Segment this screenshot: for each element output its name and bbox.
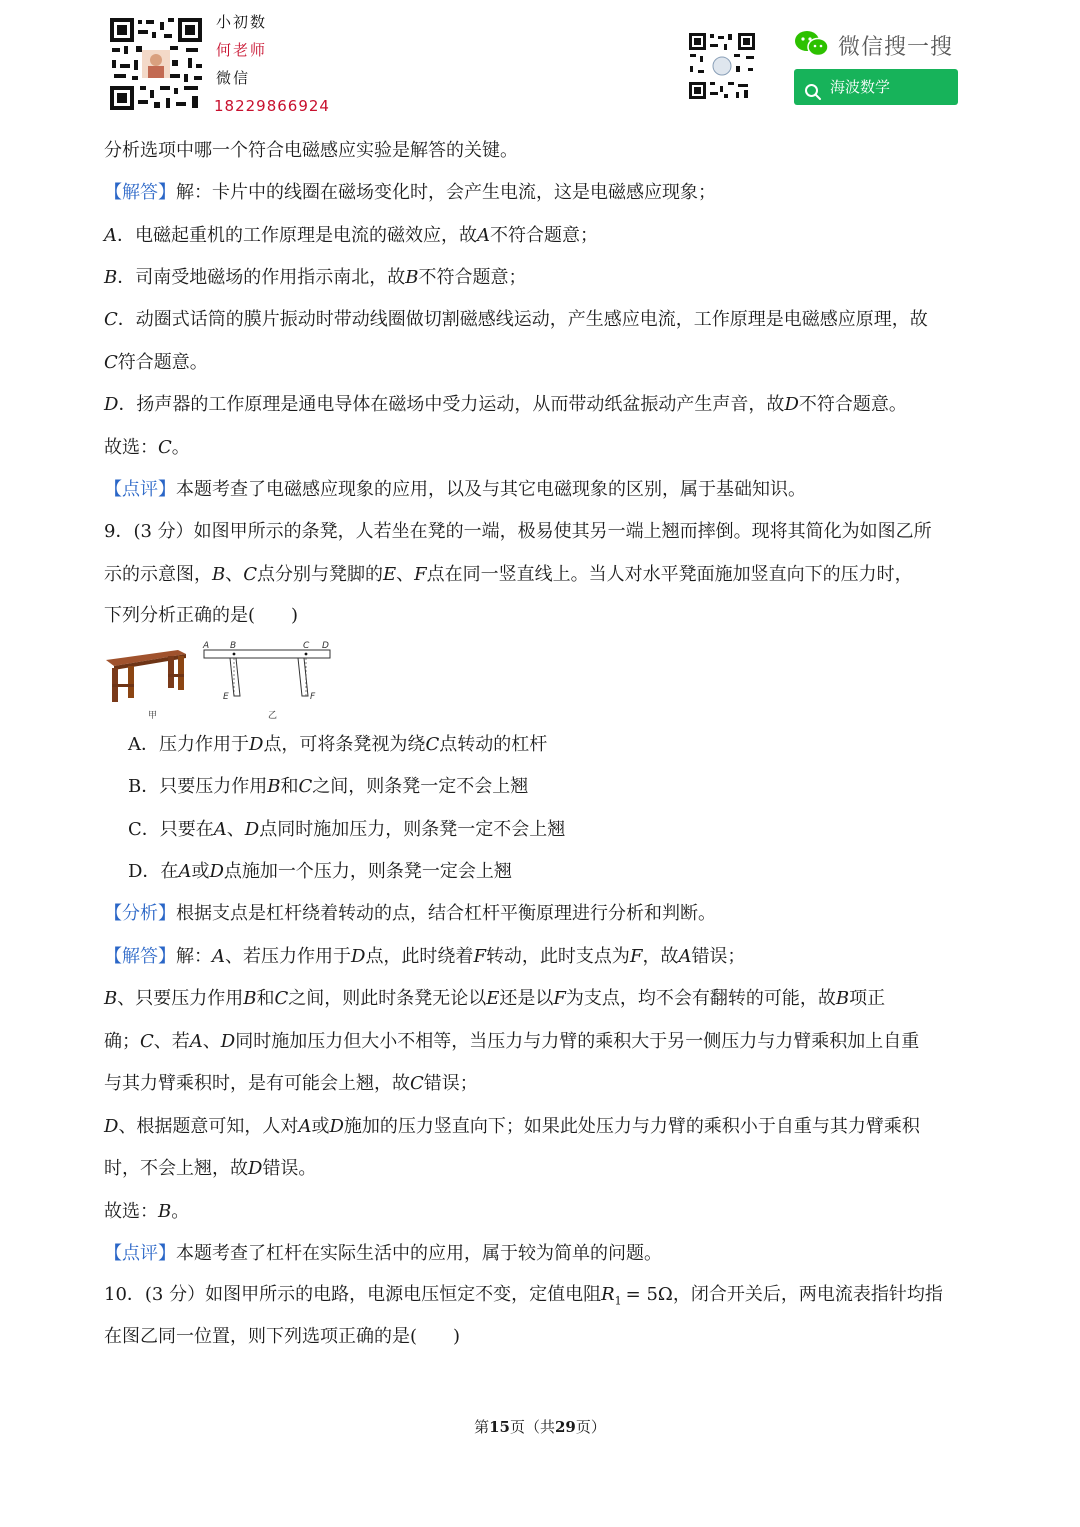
figure-label-jia: 甲 [148,711,158,721]
question-9-line-3: 下列分析正确的是( ) [104,605,299,626]
answer-line-a: A．电磁起重机的工作原理是电流的磁效应，故A不符合题意； [104,225,598,246]
option-d: D．在A或D点施加一个压力，则条凳一定会上翘 [128,861,512,882]
analysis-line: 【分析】根据支点是杠杆绕着转动的点，结合杠杆平衡原理进行分析和判断。 [104,903,716,924]
comment-line-2: 【点评】本题考查了杠杆在实际生活中的应用，属于较为简单的问题。 [104,1243,662,1264]
wechat-search-title: 微信搜一搜 [838,35,954,60]
wechat-logo-icon [794,30,830,58]
option-a: A．压力作用于D点，可将条凳视为绕C点转动的杠杆 [128,734,548,755]
answer-tag-2: 【解答】 [104,946,176,967]
answer-line-1: 【解答】解：卡片中的线圈在磁场变化时，会产生电流，这是电磁感应现象； [104,182,716,203]
figure-label-yi: 乙 [268,711,278,721]
analysis-tag: 【分析】 [104,903,176,924]
answer-9-line-3: 确；C、若A、D同时施加压力但大小不相等，当压力与力臂的乘积大于另一侧压力与力臂乘积加上自重 [104,1031,920,1052]
point-label-b: B [230,641,237,651]
contact-name-line3: 微信 [216,69,251,87]
question-9-line-2: 示的示意图，B、C点分别与凳脚的E、F点在同一竖直线上。当人对水平凳面施加竖直向下的压力时， [104,564,913,585]
page-number: 第15页（共29页） [474,1418,606,1436]
contact-qr-code [108,16,204,112]
answer-line-d: D．扬声器的工作原理是通电导体在磁场中受力运动，从而带动纸盆振动产生声音，故D不符合题意。 [104,394,907,415]
bench-photo [102,646,188,704]
answer-line-c: C．动圈式话筒的膜片振动时带动线圈做切割磁感线运动，产生感应电流，工作原理是电磁感应原理，故 [104,309,928,330]
answer-9-line-4: 与其力臂乘积时，是有可能会上翘，故C错误； [104,1073,478,1094]
answer-line-b: B．司南受地磁场的作用指示南北，故B不符合题意； [104,267,527,288]
point-label-d: D [322,641,329,651]
option-b: B．只要压力作用B和C之间，则条凳一定不会上翘 [128,776,529,797]
comment-line: 【点评】本题考查了电磁感应现象的应用，以及与其它电磁现象的区别，属于基础知识。 [104,479,806,500]
option-c: C．只要在A、D点同时施加压力，则条凳一定不会上翘 [128,819,566,840]
question-10-line-1: 10．(3 分）如图甲所示的电路，电源电压恒定不变，定值电阻$R_1 = 5\Omega$，闭合开关后，两电流表指针均指 [104,1284,943,1308]
wechat-qr-code [688,32,756,100]
answer-9-line-2: B、只要压力作用B和C之间，则此时条凳无论以E还是以F为支点，均不会有翻转的可能，故B项正 [104,988,886,1009]
comment-tag-2: 【点评】 [104,1243,176,1264]
choice-line: 故选：C。 [104,437,190,458]
comment-tag: 【点评】 [104,479,176,500]
choice-line-2: 故选：B。 [104,1201,190,1222]
point-label-a: A [203,641,210,651]
answer-9-line-5: D、根据题意可知，人对A或D施加的压力竖直向下；如果此处压力与力臂的乘积小于自重与其力臂乘积 [104,1116,920,1137]
answer-tag: 【解答】 [104,182,176,203]
point-label-f: F [310,692,316,702]
answer-9-line-6: 时，不会上翘，故D错误。 [104,1158,317,1179]
question-10-line-2: 在图乙同一位置，则下列选项正确的是( ) [104,1326,461,1347]
text-line-1: 分析选项中哪一个符合电磁感应实验是解答的关键。 [104,140,518,161]
question-9-line-1: 9．(3 分）如图甲所示的条凳，人若坐在凳的一端，极易使其另一端上翘而摔倒。现将其简化为如图乙所 [104,521,932,542]
contact-name-line1: 小初数 [216,13,268,31]
contact-phone: 18229866924 [214,97,330,115]
search-button-label: 海波数学 [830,78,891,96]
answer-line-c-cont: C符合题意。 [104,352,208,373]
point-label-e: E [223,692,229,702]
wechat-search-button[interactable] [794,69,958,105]
answer-9-line-1: 【解答】解：A、若压力作用于D点，此时绕着F转动，此时支点为F，故A错误； [104,946,746,967]
contact-name-line2: 何老师 [216,41,268,59]
search-icon [804,78,822,96]
point-label-c: C [303,641,310,651]
